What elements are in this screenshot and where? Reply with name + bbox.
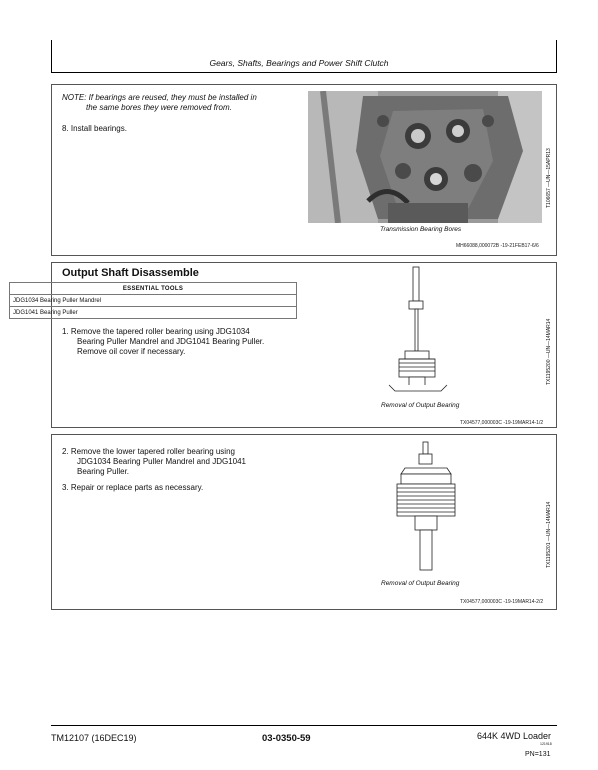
figure-id-1: T106657 —UN—15APR13	[546, 148, 552, 208]
output-shaft-illustration-1	[385, 265, 455, 395]
section-title: Output Shaft Disassemble	[62, 267, 199, 279]
step-2-line-1: 2. Remove the lower tapered roller bearing using	[62, 447, 235, 456]
figure-caption-bearing-bores: Transmission Bearing Bores	[380, 226, 462, 233]
step-3: 3. Repair or replace parts as necessary.	[62, 483, 204, 492]
step-8: 8. Install bearings.	[62, 124, 127, 133]
page-number: 03-0350-59	[262, 733, 311, 744]
note-line-2: the same bores they were removed from.	[86, 103, 232, 112]
figure-caption-output-bearing-1: Removal of Output Bearing	[381, 402, 460, 409]
machine-model: 644K 4WD Loader	[477, 731, 552, 741]
step-2-line-3: Bearing Puller.	[77, 467, 130, 476]
essential-tools-table	[9, 282, 297, 319]
reference-code-3: TX04577,000003C -19-19MAR14-2/2	[460, 599, 544, 605]
step-2-line-2: JDG1034 Bearing Puller Mandrel and JDG1041	[77, 457, 246, 466]
reference-code-2: TX04577,000003C -19-19MAR14-1/2	[460, 420, 544, 426]
tool-row: JDG1034 Bearing Puller Mandrel	[10, 295, 297, 307]
figure-id-2: TX1195200 —UN—14MAR14	[546, 318, 552, 385]
header-bottom-rule	[51, 72, 557, 73]
figure-caption-output-bearing-2: Removal of Output Bearing	[381, 580, 460, 587]
transmission-photo	[308, 91, 542, 223]
tool-row: JDG1041 Bearing Puller	[10, 307, 297, 319]
pn-number: PN=131	[525, 751, 551, 758]
tools-table-header: ESSENTIAL TOOLS	[10, 283, 297, 295]
note-line-1: NOTE: If bearings are reused, they must be installed in	[62, 93, 257, 102]
footer-rule	[51, 725, 557, 726]
reference-code-1: MH66088,000072B -19-21FEB17-6/6	[456, 243, 539, 249]
manual-number: TM12107 (16DEC19)	[51, 733, 137, 743]
step-1-line-1: 1. Remove the tapered roller bearing using JDG1034	[62, 327, 250, 336]
step-1-line-3: Remove oil cover if necessary.	[77, 347, 186, 356]
output-shaft-illustration-2	[393, 440, 463, 575]
footer-small-code: 121918	[540, 742, 552, 746]
page-header-title: Gears, Shafts, Bearings and Power Shift Clutch	[209, 58, 389, 68]
figure-id-3: TX1195201 —UN—14MAR14	[546, 501, 552, 568]
step-1-line-2: Bearing Puller Mandrel and JDG1041 Bearing Puller.	[77, 337, 265, 346]
